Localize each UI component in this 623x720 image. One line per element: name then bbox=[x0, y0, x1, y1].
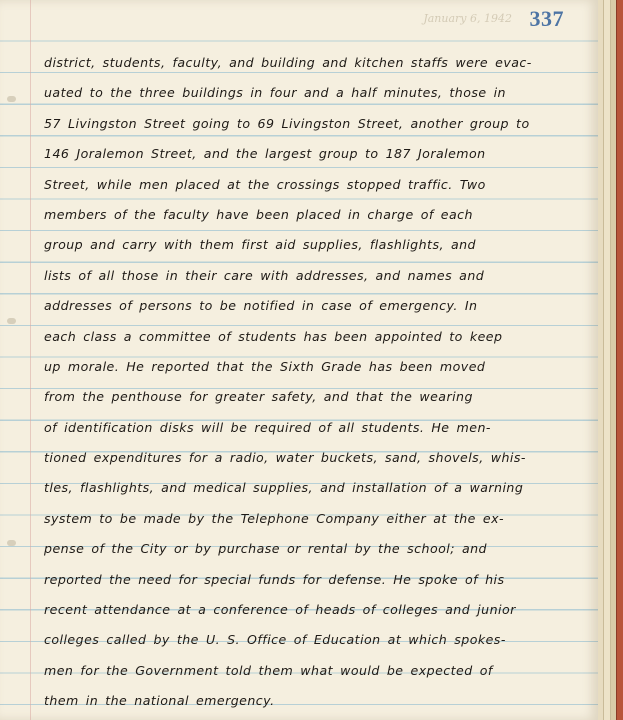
text-line: 146 Joralemon Street, and the largest group to 187 Joralemon bbox=[44, 146, 486, 162]
text-line: pense of the City or by purchase or rental by the school; and bbox=[44, 541, 487, 557]
binding-mark bbox=[7, 318, 16, 324]
text-line: lists of all those in their care with addresses, and names and bbox=[44, 267, 485, 283]
text-line: addresses of persons to be notified in case of emergency. In bbox=[44, 298, 478, 314]
text-line: men for the Government told them what would be expected of bbox=[44, 662, 493, 678]
text-line: group and carry with them first aid supplies, flashlights, and bbox=[44, 237, 477, 253]
text-line: reported the need for special funds for defense. He spoke of his bbox=[44, 571, 505, 587]
text-line: district, students, faculty, and building and kitchen staffs were evac- bbox=[44, 55, 532, 70]
text-line: colleges called by the U. S. Office of Education at which spokes- bbox=[44, 632, 506, 648]
binding-mark bbox=[7, 96, 16, 102]
book-cover-edge bbox=[616, 0, 623, 720]
text-line: Street, while men placed at the crossings stopped traffic. Two bbox=[44, 176, 486, 192]
text-line: from the penthouse for greater safety, and that the wearing bbox=[44, 389, 473, 405]
page-number: 337 bbox=[529, 6, 564, 31]
text-line: them in the national emergency. bbox=[44, 693, 275, 709]
text-line: system to be made by the Telephone Company either at the ex- bbox=[44, 510, 505, 526]
text-line: up morale. He reported that the Sixth Grade has been moved bbox=[44, 358, 486, 374]
text-line: of identification disks will be required of all students. He men- bbox=[44, 419, 491, 435]
text-line: tioned expenditures for a radio, water buckets, sand, shovels, whis- bbox=[44, 450, 526, 466]
binding-mark bbox=[7, 540, 16, 546]
faint-date: January 6, 1942 bbox=[423, 12, 512, 25]
margin-rule bbox=[30, 0, 31, 720]
handwritten-minutes bbox=[44, 48, 574, 717]
text-line: uated to the three buildings in four and a half minutes, those in bbox=[44, 85, 506, 101]
text-line: members of the faculty have been placed in charge of each bbox=[44, 206, 473, 222]
text-line: 57 Livingston Street going to 69 Livingston Street, another group to bbox=[44, 115, 530, 131]
text-line: recent attendance at a conference of heads of colleges and junior bbox=[44, 602, 516, 618]
text-line: tles, flashlights, and medical supplies, and installation of a warning bbox=[44, 480, 524, 496]
text-line: each class a committee of students has been appointed to keep bbox=[44, 328, 503, 344]
